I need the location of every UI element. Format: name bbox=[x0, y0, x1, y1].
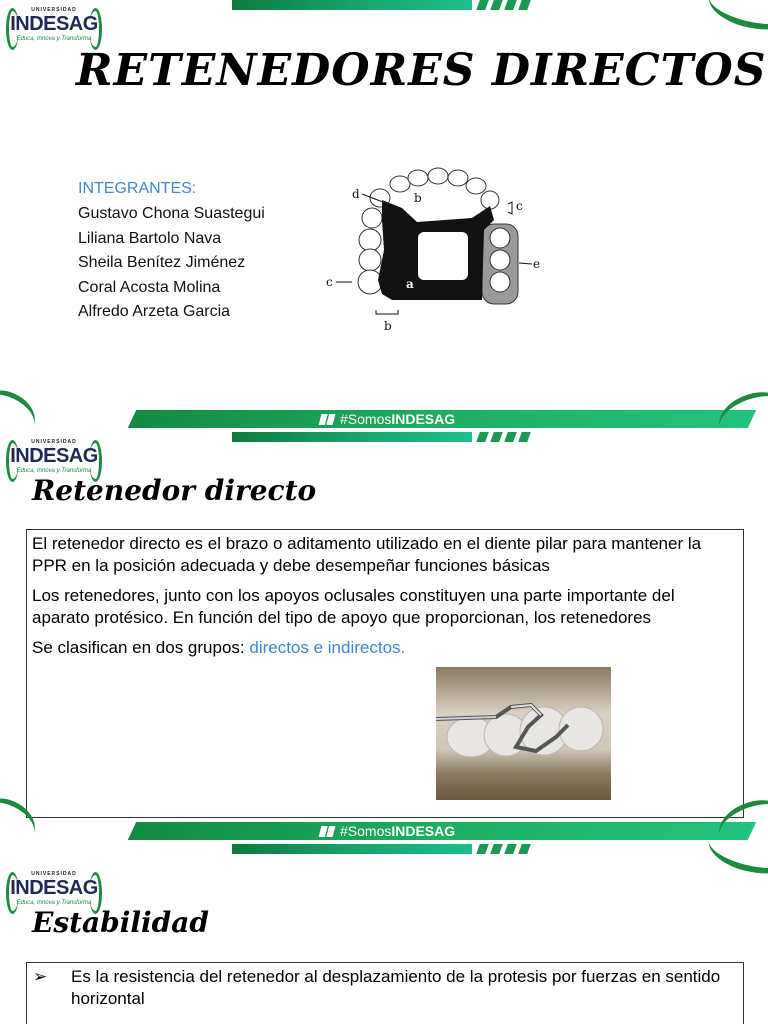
diagram-label-b: b bbox=[414, 191, 422, 205]
top-decor-bar bbox=[232, 0, 472, 10]
members-header: INTEGRANTES: bbox=[78, 180, 197, 197]
indesag-logo: UNIVERSIDAD INDESAG Educa, Innova y Transforma bbox=[6, 870, 102, 912]
leaf-decor bbox=[704, 844, 768, 881]
dental-arch-diagram bbox=[322, 160, 552, 335]
leaf-decor bbox=[704, 0, 768, 37]
diagram-label-c2: c bbox=[326, 275, 333, 289]
section-title: Estabilidad bbox=[32, 906, 209, 939]
top-decor-bar bbox=[232, 844, 472, 854]
diagram-label-b2: b bbox=[384, 319, 392, 333]
slide-retenedor-directo bbox=[0, 432, 768, 844]
top-decor-stripes bbox=[478, 844, 529, 854]
paragraph-2: Los retenedores, junto con los apoyos oclusales constituyen una parte importante del aparato protésico. En función del tipo de apoyo que proporcionan, los retenedores bbox=[32, 586, 675, 627]
paragraph-1: El retenedor directo es el brazo o aditamento utilizado en el diente pilar para mantener la PPR en la posición adecuada y debe desempeñar funciones básicas bbox=[32, 534, 702, 575]
clasp-photo bbox=[436, 667, 611, 800]
diagram-label-e: e bbox=[533, 257, 541, 271]
content-box bbox=[26, 962, 744, 1024]
leaf-decor bbox=[0, 381, 43, 432]
member-item: Sheila Benítez Jiménez bbox=[78, 254, 246, 271]
top-decor-stripes bbox=[478, 0, 529, 10]
content-box bbox=[26, 529, 744, 818]
page-title: RETENEDORES DIRECTOS bbox=[76, 45, 767, 96]
member-item: Coral Acosta Molina bbox=[78, 278, 221, 296]
bullet-text: Es la resistencia del retenedor al desplazamiento de la protesis por fuerzas en sentido horizontal bbox=[71, 967, 721, 1008]
member-item: Liliana Bartolo Nava bbox=[78, 229, 222, 247]
banner-hashtag: #SomosINDESAG bbox=[320, 411, 455, 427]
section-title: Retenedor directo bbox=[32, 474, 317, 507]
slide-estabilidad bbox=[0, 844, 768, 1024]
member-item: Gustavo Chona Suastegui bbox=[78, 205, 265, 222]
member-item: Alfredo Arzeta Garcia bbox=[78, 303, 231, 320]
banner-hashtag: #SomosINDESAG bbox=[320, 823, 455, 839]
top-decor-bar bbox=[232, 432, 472, 442]
diagram-label-a: a bbox=[406, 277, 414, 291]
flag-icon bbox=[319, 414, 336, 425]
classification-link[interactable]: directos e indirectos. bbox=[249, 638, 406, 657]
diagram-label-d: d bbox=[352, 187, 360, 201]
bullet-arrow-icon: ➢ bbox=[33, 967, 48, 986]
leaf-decor bbox=[712, 383, 768, 432]
flag-icon bbox=[319, 826, 336, 837]
paragraph-3: Se clasifican en dos grupos: directos e indirectos. bbox=[32, 638, 406, 657]
members-list bbox=[78, 180, 265, 325]
indesag-logo: UNIVERSIDAD INDESAG Educa, Innova y Transforma bbox=[6, 438, 102, 480]
diagram-label-c: c bbox=[516, 199, 523, 213]
top-decor-stripes bbox=[478, 432, 529, 442]
slide-title bbox=[0, 0, 768, 432]
indesag-logo: UNIVERSIDAD INDESAG Educa, Innova y Transforma bbox=[6, 6, 102, 48]
